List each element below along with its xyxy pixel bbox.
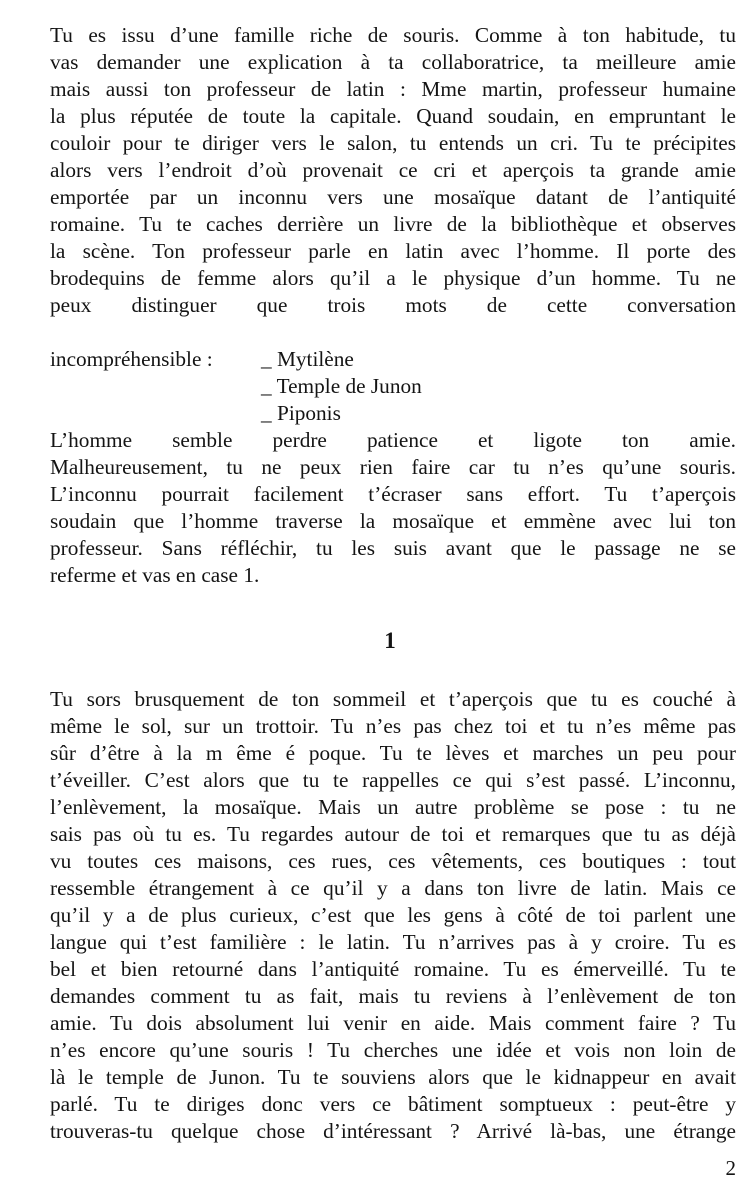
page-number: 2 [725,1156,736,1180]
list-item: _ Temple de Junon [261,374,422,398]
intro-paragraph [50,22,736,319]
text-line: vu toutes ces maisons, ces rues, ces vêtements, ces boutiques : tout [50,849,736,873]
text-line: emportée par un inconnu vers une mosaïque datant de l’antiquité [50,185,736,209]
text-line: vas demander une explication à ta collaboratrice, ta meilleure amie [50,50,736,74]
chapter-paragraph [50,686,736,1145]
list-item: _ Mytilène [261,347,354,371]
text-line: brodequins de femme alors qu’il a le physique d’un homme. Tu ne [50,266,736,290]
text-line: parlé. Tu te diriges donc vers ce bâtiment somptueux : peut-être y [50,1092,736,1116]
text-line: la scène. Ton professeur parle en latin avec l’homme. Il porte des [50,239,736,263]
section-number: 1 [384,628,396,653]
text-line: amie. Tu dois absolument lui venir en aide. Mais comment faire ? Tu [50,1011,736,1035]
text-line: demandes comment tu as fait, mais tu reviens à l’enlèvement de ton [50,984,736,1008]
text-line: la plus réputée de toute la capitale. Quand soudain, en empruntant le [50,104,736,128]
text-line: Tu sors brusquement de ton sommeil et t’aperçois que tu es couché à [50,687,736,711]
text-line: qu’il y a de plus curieux, c’est que les gens à côté de toi parlent une [50,903,736,927]
text-line: referme et vas en case 1. [50,563,260,587]
text-line: professeur. Sans réfléchir, tu les suis avant que le passage ne se [50,536,736,560]
text-line: même le sol, sur un trottoir. Tu n’es pas chez toi et tu n’es même pas [50,714,736,738]
list-label: incompréhensible : [50,347,213,371]
text-line: sais pas où tu es. Tu regardes autour de toi et remarques que tu as déjà [50,822,736,846]
word-list [50,346,736,427]
list-row [50,400,736,427]
text-line: alors vers l’endroit d’où provenait ce cri et aperçois ta grande amie [50,158,736,182]
text-line: l’enlèvement, la mosaïque. Mais un autre problème se pose : tu ne [50,795,736,819]
text-line: couloir pour te diriger vers le salon, tu entends un cri. Tu te précipites [50,131,736,155]
text-line: L’inconnu pourrait facilement t’écraser sans effort. Tu t’aperçois [50,482,736,506]
outro-paragraph [50,427,736,589]
list-item: _ Piponis [261,401,341,425]
text-line: t’éveiller. C’est alors que tu te rappelles ce qui s’est passé. L’inconnu, [50,768,736,792]
text-line: langue qui t’est familière : le latin. Tu n’arrives pas à y croire. Tu es [50,930,736,954]
text-line: n’es encore qu’une souris ! Tu cherches une idée et vois non loin de [50,1038,736,1062]
text-line: bel et bien retourné dans l’antiquité romaine. Tu es émerveillé. Tu te [50,957,736,981]
text-line: ressemble étrangement à ce qu’il y a dans ton livre de latin. Mais ce [50,876,736,900]
text-line: Malheureusement, tu ne peux rien faire car tu n’es qu’une souris. [50,455,736,479]
text-line: L’homme semble perdre patience et ligote ton amie. [50,428,736,452]
text-line: romaine. Tu te caches derrière un livre de la bibliothèque et observes [50,212,736,236]
text-line: sûr d’être à la m ême é poque. Tu te lèves et marches un peu pour [50,741,736,765]
text-line: Tu es issu d’une famille riche de souris. Comme à ton habitude, tu [50,23,736,47]
list-row [50,346,736,373]
text-line: soudain que l’homme traverse la mosaïque et emmène avec lui ton [50,509,736,533]
text-line: peux distinguer que trois mots de cette conversation [50,293,736,317]
text-line: mais aussi ton professeur de latin : Mme martin, professeur humaine [50,77,736,101]
list-row [50,373,736,400]
text-line: trouveras-tu quelque chose d’intéressant ? Arrivé là-bas, une étrange [50,1119,736,1143]
text-line: là le temple de Junon. Tu te souviens alors que le kidnappeur en avait [50,1065,736,1089]
